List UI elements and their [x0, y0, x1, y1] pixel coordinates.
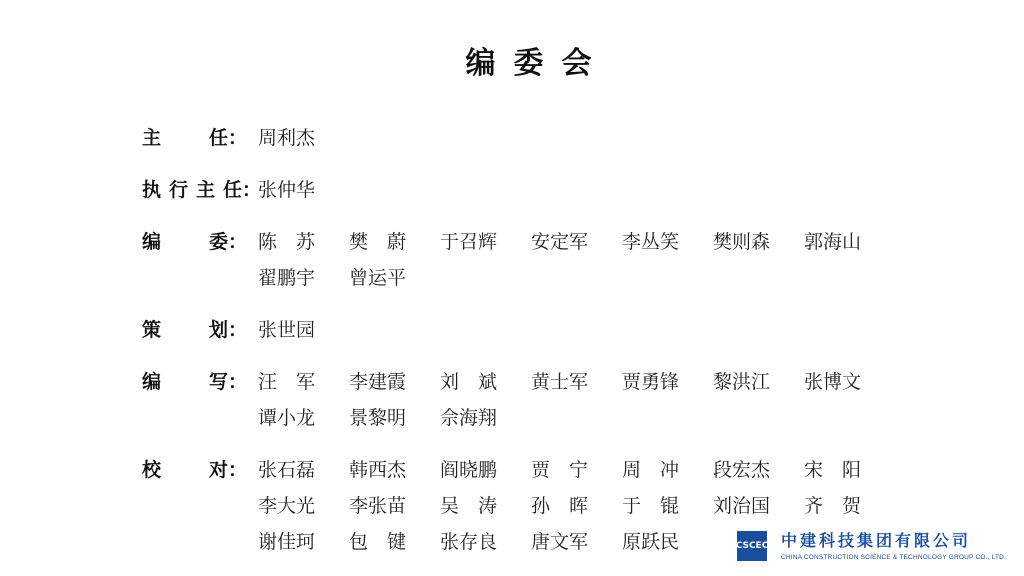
role-char: 划: [208, 319, 228, 341]
member-name: 原跃民: [622, 531, 680, 553]
role-char: 写: [208, 371, 228, 393]
member-name: 樊则森: [713, 231, 771, 253]
role-char: 任: [222, 179, 242, 201]
company-logo-mark: CSCEC: [737, 531, 767, 561]
member-names: [258, 120, 895, 156]
member-name: 曾运平: [349, 267, 407, 289]
role-colon: ：: [228, 127, 248, 149]
member-name: 李丛笑: [622, 231, 680, 253]
member-name: 黄士军: [531, 371, 589, 393]
role-colon: ：: [228, 371, 248, 393]
role-label: [142, 120, 258, 156]
member-name: 包键: [349, 531, 426, 553]
committee-list: [142, 120, 902, 576]
role-colon: ：: [228, 319, 248, 341]
member-name: 陈苏: [258, 231, 335, 253]
member-name: 齐贺: [804, 495, 881, 517]
member-name: 李张苗: [349, 495, 407, 517]
member-name: 翟鹏宇: [258, 267, 316, 289]
member-name: 佘海翔: [440, 407, 498, 429]
member-name: 张世园: [258, 319, 316, 341]
committee-row: [142, 120, 902, 156]
role-text: [142, 452, 228, 488]
role-label: [142, 312, 258, 348]
member-name: 于召辉: [440, 231, 498, 253]
role-label: [142, 364, 258, 400]
member-name: 段宏杰: [713, 459, 771, 481]
member-name: 汪军: [258, 371, 335, 393]
role-label: [142, 452, 258, 488]
role-char: 编: [142, 231, 162, 253]
member-name: 郭海山: [804, 231, 862, 253]
role-label: [142, 224, 258, 260]
member-name: 吴涛: [440, 495, 517, 517]
member-name: 张石磊: [258, 459, 316, 481]
role-char: 任: [208, 127, 228, 149]
role-char: 对: [208, 459, 228, 481]
member-name: 于锟: [622, 495, 699, 517]
role-char: 校: [142, 459, 162, 481]
member-name: 景黎明: [349, 407, 407, 429]
role-char: 主: [195, 179, 215, 201]
member-name: 刘斌: [440, 371, 517, 393]
member-names: [258, 224, 895, 296]
committee-row: [142, 312, 902, 348]
member-name: 阎晓鹏: [440, 459, 498, 481]
member-name: 唐文军: [531, 531, 589, 553]
member-name: 贾勇锋: [622, 371, 680, 393]
company-name-en: CHINA CONSTRUCTION SCIENCE & TECHNOLOGY GROUP CO., LTD.: [781, 554, 1007, 561]
member-names: [258, 364, 895, 436]
role-text: [142, 312, 228, 348]
member-name: 谭小龙: [258, 407, 316, 429]
company-logo: [735, 531, 1007, 567]
committee-row: [142, 364, 902, 436]
role-char: 策: [142, 319, 162, 341]
role-text: [142, 120, 228, 156]
member-names: [258, 312, 895, 348]
role-colon: ：: [242, 179, 262, 201]
member-names: [258, 172, 895, 208]
member-name: 谢佳珂: [258, 531, 316, 553]
member-name: 黎洪江: [713, 371, 771, 393]
role-char: 委: [208, 231, 228, 253]
role-text: [142, 172, 242, 208]
member-name: 樊蔚: [349, 231, 426, 253]
member-name: 刘治国: [713, 495, 771, 517]
page-title: 编委会: [465, 46, 610, 81]
member-name: 张仲华: [258, 179, 316, 201]
role-text: [142, 364, 228, 400]
role-char: 行: [168, 179, 188, 201]
member-name: 贾宁: [531, 459, 608, 481]
member-name: 安定军: [531, 231, 589, 253]
role-text: [142, 224, 228, 260]
committee-row: [142, 172, 902, 208]
role-colon: ：: [228, 231, 248, 253]
member-name: 张存良: [440, 531, 498, 553]
member-name: 张博文: [804, 371, 862, 393]
member-name: 周冲: [622, 459, 699, 481]
member-name: 韩西杰: [349, 459, 407, 481]
role-char: 执: [142, 179, 162, 201]
company-name-cn: 中建科技集团有限公司: [781, 531, 972, 550]
member-name: 周利杰: [258, 127, 316, 149]
member-name: 李大光: [258, 495, 316, 517]
member-name: 孙晖: [531, 495, 608, 517]
member-name: 宋阳: [804, 459, 881, 481]
role-colon: ：: [228, 459, 248, 481]
member-name: 李建霞: [349, 371, 407, 393]
role-char: 主: [142, 127, 162, 149]
role-label: [142, 172, 262, 208]
role-char: 编: [142, 371, 162, 393]
committee-row: [142, 224, 902, 296]
